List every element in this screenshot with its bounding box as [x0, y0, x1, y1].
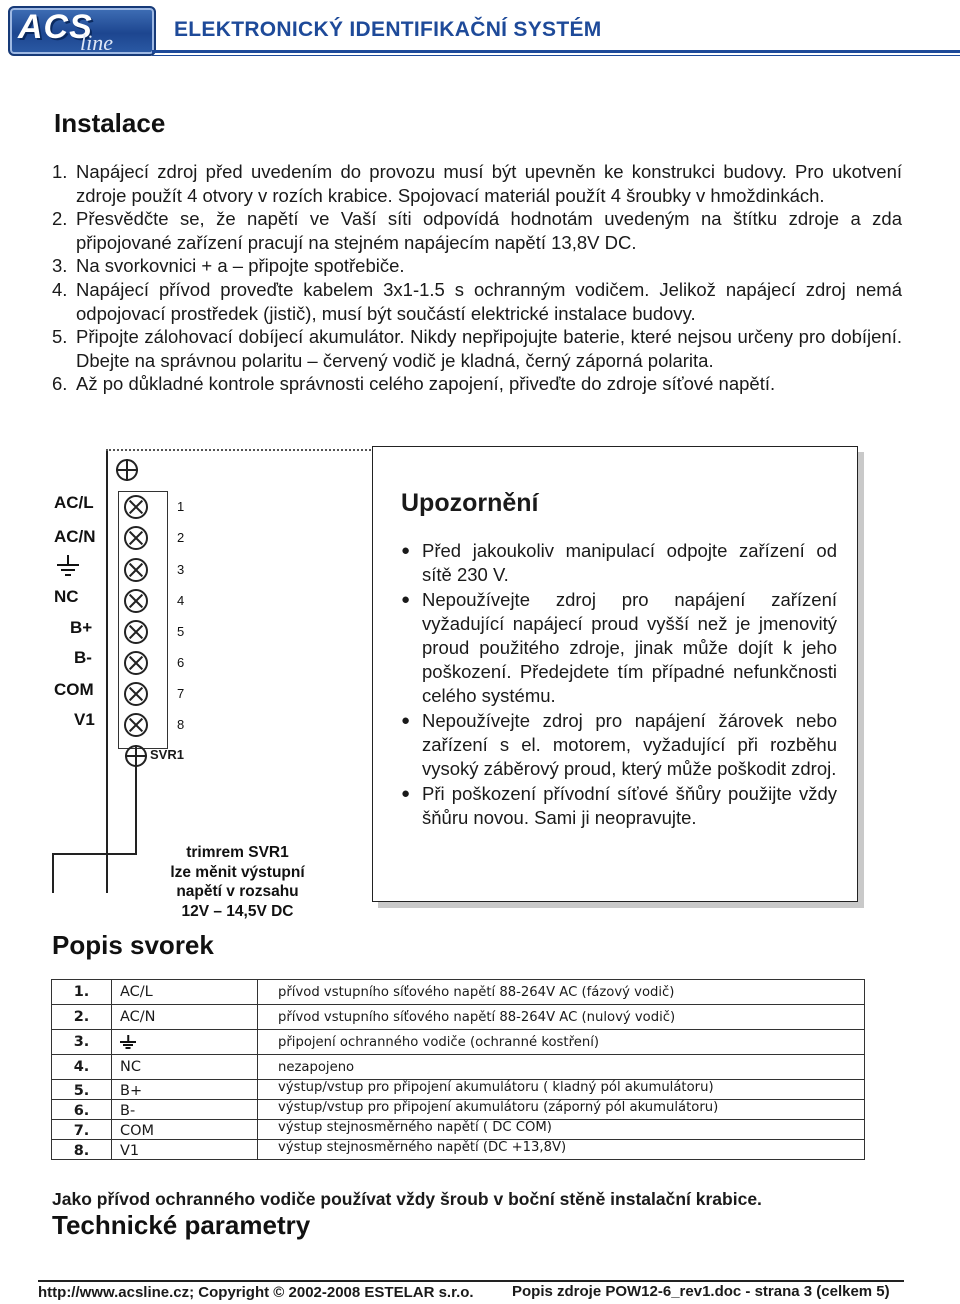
- terminal-screw-icon: [124, 620, 148, 644]
- footer-page-info: Popis zdroje POW12-6_rev1.doc - strana 3 (celkem 5): [512, 1283, 890, 1300]
- install-item: 2. Přesvědčte se, že napětí ve Vaší síti odpovídá hodnotám uvedeným na štítku zdroje a zda připojované zařízení pracují na stejném napájecím napětí 13,8V DC.: [52, 208, 902, 253]
- install-item: 3. Na svorkovnici + a – připojte spotřebiče.: [52, 255, 405, 277]
- warning-title: Upozornění: [401, 489, 539, 517]
- terminal-number: 3: [177, 562, 185, 577]
- terminal-number: 2: [177, 530, 185, 545]
- terminal-number: 6: [177, 655, 185, 670]
- board-edge: [106, 449, 108, 893]
- terminal-screw-icon: [124, 713, 148, 737]
- install-list: [52, 160, 902, 396]
- header-rule-thin: [152, 55, 960, 56]
- terminal-label: B+: [70, 618, 93, 637]
- footer-rule: [38, 1280, 904, 1282]
- install-item: 1. Napájecí zdroj před uvedením do provozu musí být upevněn ke konstrukci budovy. Pro ukotvení zdroje použít 4 otvory v rozích krabice. Spojovací materiál použít 4 šroubky v hmoždinkách.: [52, 161, 902, 206]
- mount-screw-icon: [116, 459, 138, 481]
- terminal-label: V1: [74, 710, 95, 729]
- terminal-screw-icon: [124, 558, 148, 582]
- leader-line: [52, 853, 137, 855]
- logo-sub: line: [80, 30, 113, 55]
- table-row: 8. V1 výstup stejnosměrného napětí (DC +13,8V): [52, 1140, 865, 1160]
- ground-note: Jako přívod ochranného vodiče používat vždy šroub v boční stěně instalační krabice.: [52, 1189, 762, 1209]
- logo-text: ACS: [18, 8, 93, 46]
- trimmer-note: trimrem SVR1 lze měnit výstupní napětí v rozsahu 12V – 14,5V DC: [170, 844, 305, 920]
- section-title-install: Instalace: [54, 108, 166, 138]
- bullet-icon: ●: [401, 712, 411, 729]
- table-row: 1. AC/L přívod vstupního síťového napětí 88-264V AC (fázový vodič): [52, 980, 865, 1005]
- terminal-number: 1: [177, 499, 185, 514]
- warning-item: ● Před jakoukoliv manipulací odpojte zařízení od sítě 230 V.: [401, 540, 837, 585]
- terminal-number: 8: [177, 717, 185, 732]
- warning-item: ● Nepoužívejte zdroj pro napájení zařízení vyžadující napájecí proud vyšší než je jmenovitý proud použitého zdroje, jinak může dojít k jeho poškození. Předejdete tím případné nefunkčnosti celého systému.: [401, 589, 837, 706]
- table-row: 2. AC/N přívod vstupního síťového napětí 88-264V AC (nulový vodič): [52, 1005, 865, 1030]
- warning-item: ● Při poškození přívodní síťové šňůry použijte vždy šňůru novou. Sami ji neopravujte.: [401, 783, 837, 828]
- terminal-screw-icon: [124, 589, 148, 613]
- terminal-table: [51, 979, 865, 1160]
- terminal-screw-icon: [124, 651, 148, 675]
- ground-symbol-icon: [54, 555, 114, 586]
- header-title: ELEKTRONICKÝ IDENTIFIKAČNÍ SYSTÉM: [174, 18, 602, 41]
- svr-label: SVR1: [150, 747, 184, 762]
- terminal-diagram: [30, 445, 370, 925]
- header-rule: [152, 50, 960, 53]
- table-row: 3. připojení ochranného vodiče (ochranné kostření): [52, 1030, 865, 1055]
- terminal-screw-icon: [124, 495, 148, 519]
- table-row: 4. NC nezapojeno: [52, 1055, 865, 1080]
- terminal-number: 7: [177, 686, 185, 701]
- bullet-icon: ●: [401, 542, 411, 559]
- terminal-label: B-: [74, 648, 92, 667]
- terminal-label: NC: [54, 587, 79, 606]
- terminal-screw-icon: [124, 526, 148, 550]
- terminal-screw-icon: [124, 682, 148, 706]
- terminal-label: AC/N: [54, 527, 96, 546]
- warning-box: [372, 446, 858, 902]
- install-item: 5. Připojte zálohovací dobíjecí akumulátor. Nikdy nepřipojujte baterie, které nejsou určeny pro dobíjení. Dbejte na správnou polaritu – červený vodič je kladná, černý záporná polarita.: [52, 326, 902, 371]
- bullet-icon: ●: [401, 785, 411, 802]
- terminal-label: AC/L: [54, 493, 94, 512]
- warning-list: [401, 539, 837, 831]
- section-title-terminals: Popis svorek: [52, 930, 214, 960]
- terminal-number: 4: [177, 593, 185, 608]
- install-item: 4. Napájecí přívod proveďte kabelem 3x1-1.5 s ochranným vodičem. Jelikož napájecí zdroj nemá odpojovací prostředek (jistič), musí být součástí elektrické instalace budovy.: [52, 278, 902, 324]
- leader-line: [52, 853, 54, 893]
- terminal-number: 5: [177, 624, 185, 639]
- table-row: 6. B- výstup/vstup pro připojení akumulátoru (záporný pól akumulátoru): [52, 1100, 865, 1120]
- table-row: 5. B+ výstup/vstup pro připojení akumulátoru ( kladný pól akumulátoru): [52, 1080, 865, 1100]
- warning-item: ● Nepoužívejte zdroj pro napájení žárovek nebo zařízení s el. motorem, vyžadující při rozběhu vysoký záběrový proud, který může poškodit zdroj.: [401, 710, 837, 779]
- section-title-tech: Technické parametry: [52, 1210, 311, 1240]
- bullet-icon: ●: [401, 591, 411, 608]
- acs-logo: [8, 6, 156, 56]
- footer-copyright: http://www.acsline.cz; Copyright © 2002-2008 ESTELAR s.r.o.: [38, 1284, 474, 1301]
- board-edge-top: [106, 449, 371, 453]
- ground-symbol-icon: [120, 1035, 136, 1049]
- terminal-label: COM: [54, 680, 94, 699]
- table-row: 7. COM výstup stejnosměrného napětí ( DC COM): [52, 1120, 865, 1140]
- leader-line: [135, 763, 137, 853]
- install-item: 6. Až po důkladné kontrole správnosti celého zapojení, přiveďte do zdroje síťové napětí.: [52, 373, 776, 395]
